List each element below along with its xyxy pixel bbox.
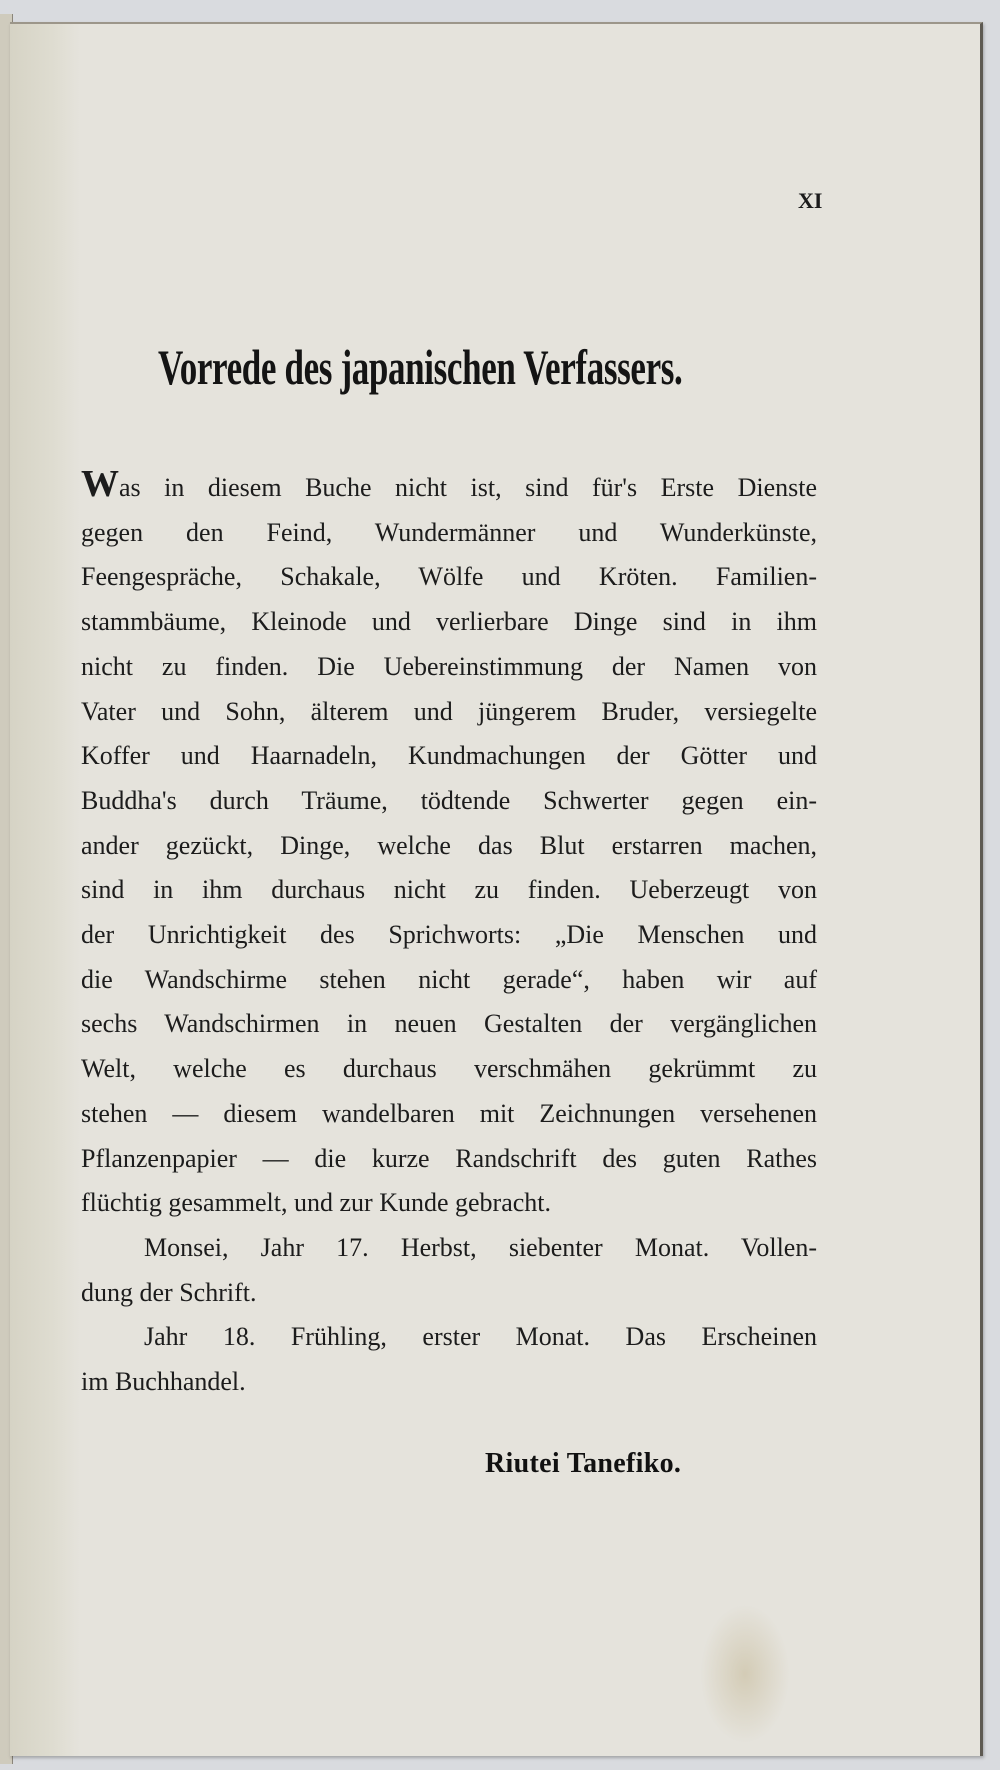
text-line (81, 1092, 817, 1137)
text-line (81, 1181, 817, 1226)
chapter-title: Vorrede des japanischen Verfassers. (158, 339, 683, 395)
line-text: sind in ihm durchaus nicht zu finden. Ueberzeugt von (81, 875, 817, 905)
text-line (81, 1047, 817, 1092)
line-text: im Buchhandel. (81, 1367, 246, 1397)
text-line (81, 600, 817, 645)
paper-stain (700, 1604, 790, 1744)
text-line (81, 1360, 817, 1405)
line-text: as in diesem Buche nicht ist, sind für's Erste Dienste (119, 473, 817, 502)
author-signature: Riutei Tanefiko. (485, 1448, 682, 1479)
line-text: gegen den Feind, Wundermänner und Wunderkünste, (81, 517, 817, 547)
drop-cap: W (81, 463, 119, 505)
text-line (81, 1002, 817, 1047)
line-text: ander gezückt, Dinge, welche das Blut erstarren machen, (81, 830, 817, 860)
line-text: Pflanzenpapier — die kurze Randschrift des guten Rathes (81, 1143, 817, 1173)
text-line (81, 555, 817, 600)
page-number: XI (798, 188, 823, 213)
text-line (81, 734, 817, 779)
line-text: flüchtig gesammelt, und zur Kunde gebracht. (81, 1188, 552, 1218)
line-text: die Wandschirme stehen nicht gerade“, haben wir auf (81, 964, 817, 994)
line-text: Monsei, Jahr 17. Herbst, siebenter Monat. Vollen- (144, 1232, 817, 1262)
line-text: Feengespräche, Schakale, Wölfe und Kröten. Familien- (81, 562, 817, 592)
line-text: nicht zu finden. Die Uebereinstimmung der Namen von (81, 651, 817, 681)
text-line (81, 958, 817, 1003)
page-gutter-shadow (10, 24, 80, 1756)
line-text: stehen — diesem wandelbaren mit Zeichnungen versehenen (81, 1098, 817, 1128)
line-text: stammbäume, Kleinode und verlierbare Dinge sind in ihm (81, 607, 817, 637)
line-text: Welt, welche es durchaus verschmähen gekrümmt zu (81, 1054, 817, 1084)
text-line (81, 1226, 817, 1271)
text-line (81, 868, 817, 913)
line-text: dung der Schrift. (81, 1277, 257, 1307)
line-text: Buddha's durch Träume, tödtende Schwerter gegen ein- (81, 785, 817, 815)
line-text: Jahr 18. Frühling, erster Monat. Das Erscheinen (144, 1322, 817, 1352)
text-line (81, 913, 817, 958)
body-text (81, 463, 817, 1405)
line-text: Vater und Sohn, älterem und jüngerem Bruder, versiegelte (81, 696, 817, 726)
text-line (81, 1315, 817, 1360)
line-text: Koffer und Haarnadeln, Kundmachungen der Götter und (81, 741, 817, 771)
text-line (81, 779, 817, 824)
text-line (81, 824, 817, 869)
text-line (81, 1271, 817, 1316)
text-line (81, 645, 817, 690)
line-text: der Unrichtigkeit des Sprichworts: „Die Menschen und (81, 920, 817, 950)
text-line (81, 511, 817, 556)
text-line (81, 1137, 817, 1182)
line-text: sechs Wandschirmen in neuen Gestalten der vergänglichen (81, 1009, 817, 1039)
text-line (81, 463, 817, 511)
text-line (81, 690, 817, 735)
